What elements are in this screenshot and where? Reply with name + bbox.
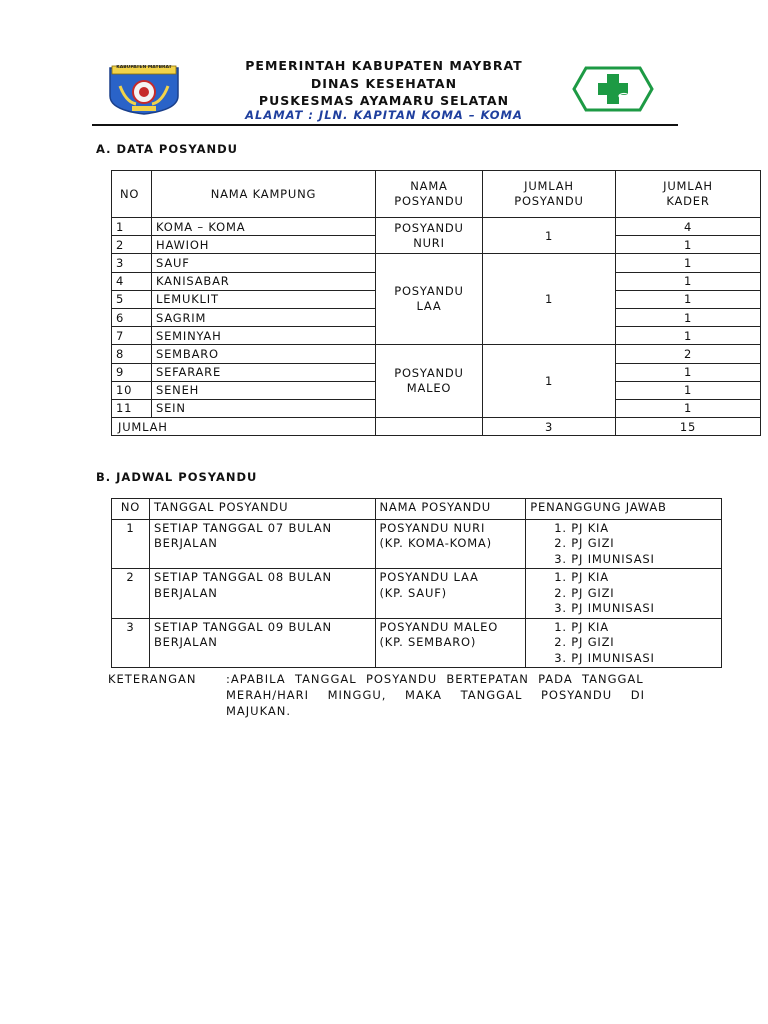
- nama-line2: (KP. SEMBARO): [379, 635, 477, 649]
- header-divider: [92, 124, 678, 126]
- row-no: 5: [112, 290, 152, 308]
- header-posyandu-line1: NAMA: [410, 179, 448, 193]
- group-posyandu-name: [376, 218, 483, 254]
- total-label: JUMLAH: [112, 418, 376, 436]
- table-row: [112, 618, 722, 668]
- row-tanggal: [149, 569, 375, 619]
- pj-item: 2. PJ GIZI: [554, 585, 615, 600]
- pj-item: 3. PJ IMUNISASI: [554, 551, 655, 566]
- row-no: 3: [112, 618, 150, 668]
- row-kampung: SEMBARO: [152, 345, 376, 363]
- row-kader: 1: [616, 381, 761, 399]
- regency-logo-text: KABUPATEN MAYBRAT: [116, 65, 172, 70]
- total-row: [112, 418, 761, 436]
- group-posyandu-name: [376, 254, 483, 345]
- row-kader: 1: [616, 272, 761, 290]
- header-no: NO: [112, 499, 150, 520]
- tanggal-line2: BERJALAN: [153, 635, 218, 649]
- total-empty: [376, 418, 483, 436]
- table-row: [112, 218, 761, 236]
- posyandu-data-table: [111, 170, 761, 436]
- total-kader: 15: [616, 418, 761, 436]
- header-line-1: PEMERINTAH KABUPATEN MAYBRAT: [245, 58, 523, 73]
- header-kampung: NAMA KAMPUNG: [152, 171, 376, 218]
- row-kampung: SEMINYAH: [152, 327, 376, 345]
- row-no: 2: [112, 569, 150, 619]
- pj-item: 1. PJ KIA: [554, 570, 609, 584]
- note-line-3: MAJUKAN.: [226, 704, 292, 718]
- header-posyandu-line2: POSYANDU: [394, 194, 464, 208]
- table-row: [112, 254, 761, 272]
- group-posyandu-count: 1: [483, 345, 616, 418]
- group-name-line1: POSYANDU: [394, 284, 464, 299]
- header-jumlah-posyandu-line2: POSYANDU: [514, 194, 584, 208]
- header-kader: [616, 171, 761, 218]
- note-label: KETERANGAN: [108, 672, 197, 686]
- row-no: 9: [112, 363, 152, 381]
- pj-item: 1. PJ KIA: [554, 619, 609, 634]
- note-line-2: MERAH/HARI MINGGU, MAKA TANGGAL POSYANDU DI: [226, 688, 646, 702]
- row-kader: 1: [616, 308, 761, 326]
- group-name-line2: LAA: [416, 299, 442, 314]
- nama-line1: POSYANDU MALEO: [379, 619, 499, 634]
- section-b-title: B. JADWAL POSYANDU: [96, 470, 258, 484]
- row-kader: 2: [616, 345, 761, 363]
- row-kader: 1: [616, 236, 761, 254]
- row-kampung: KANISABAR: [152, 272, 376, 290]
- row-no: 3: [112, 254, 152, 272]
- row-kampung: SEFARARE: [152, 363, 376, 381]
- group-name-line1: POSYANDU: [394, 220, 464, 235]
- nama-line2: (KP. SAUF): [379, 585, 447, 600]
- header-nama: NAMA POSYANDU: [375, 499, 526, 520]
- row-nama: [375, 618, 526, 668]
- row-no: 10: [112, 381, 152, 399]
- nama-line2: (KP. KOMA-KOMA): [379, 536, 492, 550]
- pj-item: 2. PJ GIZI: [554, 635, 615, 649]
- tanggal-line2: BERJALAN: [153, 536, 218, 550]
- table-row: [112, 345, 761, 363]
- pj-list: [530, 570, 717, 617]
- row-kampung: SAUF: [152, 254, 376, 272]
- row-no: 7: [112, 327, 152, 345]
- pj-list: [530, 620, 717, 667]
- row-kampung: SAGRIM: [152, 308, 376, 326]
- table-header-row: [112, 171, 761, 218]
- header-line-3: PUSKESMAS AYAMARU SELATAN: [258, 93, 510, 108]
- row-tanggal: [149, 618, 375, 668]
- header-posyandu: [376, 171, 483, 218]
- row-nama: [375, 519, 526, 569]
- group-name-line1: POSYANDU: [394, 366, 464, 381]
- group-posyandu-name: [376, 345, 483, 418]
- row-pj: [526, 618, 722, 668]
- tanggal-line2: BERJALAN: [153, 585, 218, 600]
- note-line-1: :APABILA TANGGAL POSYANDU BERTEPATAN PADA TANGGAL: [226, 672, 644, 686]
- row-kader: 1: [616, 399, 761, 417]
- table-row: [112, 519, 722, 569]
- row-no: 6: [112, 308, 152, 326]
- table-row: [112, 569, 722, 619]
- row-pj: [526, 519, 722, 569]
- row-nama: [375, 569, 526, 619]
- header-kader-line1: JUMLAH: [663, 179, 713, 193]
- pj-item: 3. PJ IMUNISASI: [554, 650, 655, 665]
- health-logo: [572, 66, 654, 112]
- row-no: 8: [112, 345, 152, 363]
- group-posyandu-count: 1: [483, 254, 616, 345]
- row-no: 1: [112, 519, 150, 569]
- row-no: 2: [112, 236, 152, 254]
- tanggal-line1: SETIAP TANGGAL 07 BULAN: [153, 520, 332, 535]
- pj-item: 2. PJ GIZI: [554, 536, 615, 550]
- nama-line1: POSYANDU LAA: [379, 570, 479, 584]
- row-pj: [526, 569, 722, 619]
- row-no: 1: [112, 218, 152, 236]
- row-kader: 4: [616, 218, 761, 236]
- row-no: 11: [112, 399, 152, 417]
- header-no: NO: [112, 171, 152, 218]
- note-text: [226, 671, 678, 719]
- pj-item: 3. PJ IMUNISASI: [554, 601, 655, 615]
- header-jumlah-posyandu: [483, 171, 616, 218]
- row-kampung: KOMA – KOMA: [152, 218, 376, 236]
- header-kader-line2: KADER: [666, 194, 710, 208]
- row-kader: 1: [616, 254, 761, 272]
- table-header-row: [112, 499, 722, 520]
- row-kader: 1: [616, 363, 761, 381]
- header-jumlah-posyandu-line1: JUMLAH: [524, 179, 574, 193]
- row-kampung: HAWIOH: [152, 236, 376, 254]
- header-address: ALAMAT : JLN. KAPITAN KOMA – KOMA: [245, 108, 523, 122]
- header-pj: PENANGGUNG JAWAB: [526, 499, 722, 520]
- row-kampung: LEMUKLIT: [152, 290, 376, 308]
- header-line-2: DINAS KESEHATAN: [310, 76, 458, 91]
- group-name-line2: NURI: [413, 235, 445, 250]
- section-a-title: A. DATA POSYANDU: [96, 142, 239, 156]
- row-kampung: SEIN: [152, 399, 376, 417]
- row-kader: 1: [616, 327, 761, 345]
- pj-list: [530, 521, 717, 568]
- tanggal-line1: SETIAP TANGGAL 08 BULAN: [153, 570, 332, 584]
- row-kampung: SENEH: [152, 381, 376, 399]
- header-tanggal: TANGGAL POSYANDU: [149, 499, 375, 520]
- jadwal-posyandu-table: [111, 498, 722, 668]
- total-posyandu: 3: [483, 418, 616, 436]
- group-posyandu-count: 1: [483, 218, 616, 254]
- pj-item: 1. PJ KIA: [554, 520, 609, 535]
- row-kader: 1: [616, 290, 761, 308]
- nama-line1: POSYANDU NURI: [379, 520, 486, 535]
- row-tanggal: [149, 519, 375, 569]
- row-no: 4: [112, 272, 152, 290]
- group-name-line2: MALEO: [406, 381, 452, 396]
- health-cross-icon: [572, 66, 654, 112]
- tanggal-line1: SETIAP TANGGAL 09 BULAN: [153, 619, 332, 634]
